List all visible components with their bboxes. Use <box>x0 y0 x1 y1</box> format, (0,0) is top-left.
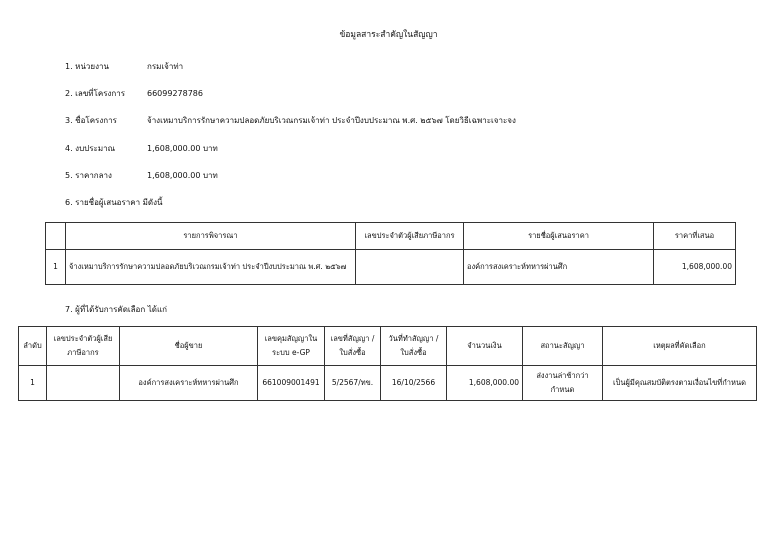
page-title: ข้อมูลสาระสำคัญในสัญญา <box>339 30 438 40</box>
table-header-cell: รายการพิจารณา <box>66 223 356 250</box>
section-bidders-heading: 6. รายชื่อผู้เสนอราคา มีดังนี้ <box>65 198 163 207</box>
table-header-cell: จำนวนเงิน <box>447 327 523 366</box>
table-header-cell: เลขคุมสัญญาในระบบ e-GP <box>258 327 325 366</box>
table-header-cell: วันที่ทำสัญญา / ใบสั่งซื้อ <box>381 327 447 366</box>
field-label: 5. ราคากลาง <box>65 171 112 180</box>
row-bidder: องค์การสงเคราะห์ทหารผ่านศึก <box>464 250 654 285</box>
field-label: 2. เลขที่โครงการ <box>65 89 126 98</box>
field-label: 1. หน่วยงาน <box>65 62 109 71</box>
table-header-cell: ชื่อผู้ขาย <box>120 327 258 366</box>
table-header-row <box>19 327 757 366</box>
table-header-cell <box>46 223 66 250</box>
field-project-number <box>65 87 203 100</box>
table-header-cell: เลขประจำตัวผู้เสียภาษีอากร <box>356 223 464 250</box>
table-header-row <box>46 223 736 250</box>
field-budget <box>65 142 218 155</box>
row-reason: เป็นผู้มีคุณสมบัติตรงตามเงื่อนไขที่กำหนด <box>603 366 757 401</box>
table-header-cell: รายชื่อผู้เสนอราคา <box>464 223 654 250</box>
row-number: 1 <box>46 250 66 285</box>
row-contract-number: 5/2567/ทข. <box>325 366 381 401</box>
table-header-cell: เหตุผลที่คัดเลือก <box>603 327 757 366</box>
field-label: 3. ชื่อโครงการ <box>65 116 117 125</box>
field-median-price <box>65 169 218 182</box>
field-value: 66099278786 <box>147 89 203 98</box>
table-header-cell: สถานะสัญญา <box>523 327 603 366</box>
field-value: จ้างเหมาบริการรักษาความปลอดภัยบริเวณกรมเจ้าท่า ประจำปีงบประมาณ พ.ศ. ๒๕๖๗ โดยวิธีเฉพาะเจาะจง <box>147 116 516 125</box>
table-header-cell: เลขประจำตัวผู้เสียภาษีอากร <box>47 327 120 366</box>
row-amount: 1,608,000.00 <box>447 366 523 401</box>
field-project-name <box>65 114 516 127</box>
row-contract-date: 16/10/2566 <box>381 366 447 401</box>
table-header-cell: ลำดับ <box>19 327 47 366</box>
selected-vendor-table <box>18 326 757 401</box>
section-selected-heading: 7. ผู้ที่ได้รับการคัดเลือก ได้แก่ <box>65 305 167 314</box>
bidders-table <box>45 222 736 285</box>
field-agency <box>65 60 183 73</box>
row-vendor: องค์การสงเคราะห์ทหารผ่านศึก <box>120 366 258 401</box>
table-row <box>46 250 736 285</box>
table-row <box>19 366 757 401</box>
field-value: กรมเจ้าท่า <box>147 62 184 71</box>
field-label: 4. งบประมาณ <box>65 144 116 153</box>
row-taxid <box>47 366 120 401</box>
row-taxid <box>356 250 464 285</box>
row-egp-number: 661009001491 <box>258 366 325 401</box>
row-number: 1 <box>19 366 47 401</box>
field-value: 1,608,000.00 บาท <box>147 144 218 153</box>
row-price: 1,608,000.00 <box>654 250 736 285</box>
row-item: จ้างเหมาบริการรักษาความปลอดภัยบริเวณกรมเจ้าท่า ประจำปีงบประมาณ พ.ศ. ๒๕๖๗ <box>66 250 356 285</box>
row-contract-status: ส่งงานล่าช้ากว่ากำหนด <box>523 366 603 401</box>
table-header-cell: เลขที่สัญญา / ใบสั่งซื้อ <box>325 327 381 366</box>
field-value: 1,608,000.00 บาท <box>147 171 218 180</box>
table-header-cell: ราคาที่เสนอ <box>654 223 736 250</box>
